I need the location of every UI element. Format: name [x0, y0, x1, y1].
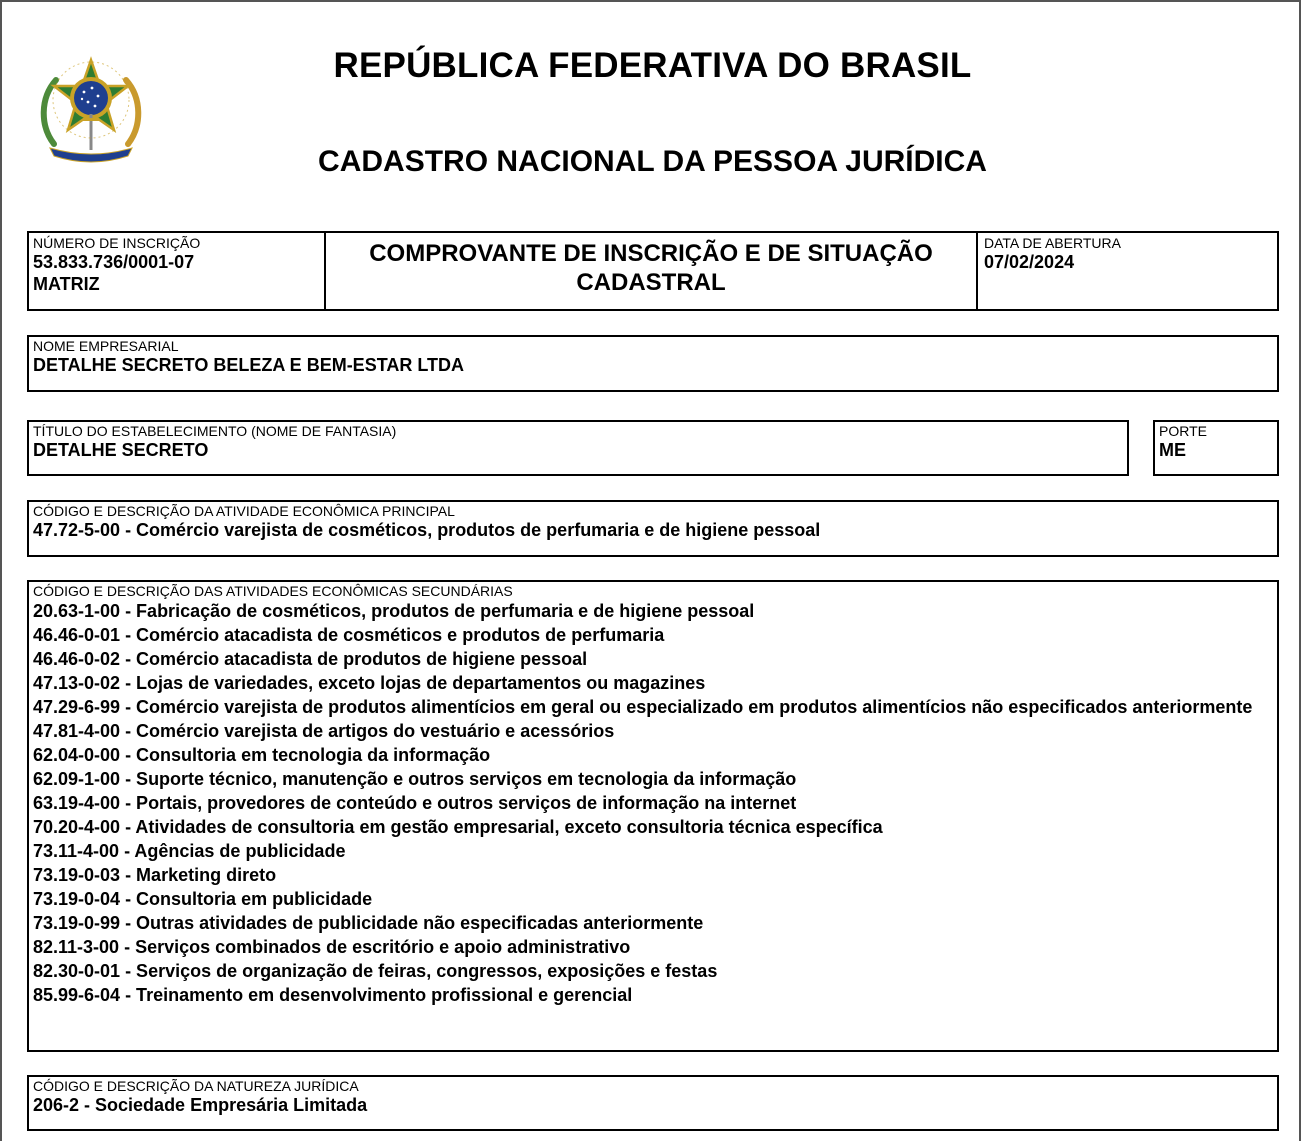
main-activity-value: 47.72-5-00 - Comércio varejista de cosméticos, produtos de perfumaria e de higiene pessoal	[33, 520, 821, 540]
list-item: 73.19-0-03 - Marketing direto	[33, 865, 277, 885]
establishment-type-value: MATRIZ	[33, 274, 100, 294]
legal-nature-label: CÓDIGO E DESCRIÇÃO DA NATUREZA JURÍDICA	[33, 1078, 359, 1094]
document-title-cell	[324, 233, 978, 309]
list-item: 47.29-6-99 - Comércio varejista de produtos alimentícios em geral ou especializado em produtos alimentícios não especificados anteriormente	[33, 697, 1253, 717]
company-name-value: DETALHE SECRETO BELEZA E BEM-ESTAR LTDA	[33, 355, 465, 375]
company-size-label: PORTE	[1159, 423, 1207, 439]
main-activity-box	[27, 500, 1279, 557]
list-item: 20.63-1-00 - Fabricação de cosméticos, produtos de perfumaria e de higiene pessoal	[33, 601, 755, 621]
list-item: 47.13-0-02 - Lojas de variedades, exceto lojas de departamentos ou magazines	[33, 673, 706, 693]
country-title: REPÚBLICA FEDERATIVA DO BRASIL	[333, 46, 972, 85]
trade-name-value: DETALHE SECRETO	[33, 440, 209, 460]
list-item: 85.99-6-04 - Treinamento em desenvolvimento profissional e gerencial	[33, 985, 633, 1005]
list-item: 73.19-0-04 - Consultoria em publicidade	[33, 889, 373, 909]
secondary-activities-label: CÓDIGO E DESCRIÇÃO DAS ATIVIDADES ECONÔMICAS SECUNDÁRIAS	[33, 583, 513, 599]
legal-nature-value: 206-2 - Sociedade Empresária Limitada	[33, 1095, 368, 1115]
list-item: 73.19-0-99 - Outras atividades de publicidade não especificadas anteriormente	[33, 913, 704, 933]
list-item: 70.20-4-00 - Atividades de consultoria em gestão empresarial, exceto consultoria técnica específica	[33, 817, 883, 837]
list-item: 82.30-0-01 - Serviços de organização de feiras, congressos, exposições e festas	[33, 961, 718, 981]
trade-name-label: TÍTULO DO ESTABELECIMENTO (NOME DE FANTASIA)	[33, 423, 397, 439]
list-item: 46.46-0-01 - Comércio atacadista de cosméticos e produtos de perfumaria	[33, 625, 665, 645]
opening-date-cell	[980, 233, 1277, 309]
inscription-number-cell	[29, 233, 326, 309]
document-title-line1: COMPROVANTE DE INSCRIÇÃO E DE SITUAÇÃO	[369, 240, 933, 267]
inscription-number-label: NÚMERO DE INSCRIÇÃO	[33, 235, 201, 251]
opening-date-value: 07/02/2024	[984, 252, 1075, 272]
list-item: 82.11-3-00 - Serviços combinados de escritório e apoio administrativo	[33, 937, 631, 957]
company-size-box	[1153, 420, 1279, 476]
inscription-header-box	[27, 231, 1279, 311]
list-item: 47.81-4-00 - Comércio varejista de artigos do vestuário e acessórios	[33, 721, 615, 741]
list-item: 63.19-4-00 - Portais, provedores de conteúdo e outros serviços de informação na internet	[33, 793, 797, 813]
legal-nature-box	[27, 1075, 1279, 1131]
company-name-box	[27, 335, 1279, 392]
list-item: 62.09-1-00 - Suporte técnico, manutenção e outros serviços em tecnologia da informação	[33, 769, 797, 789]
cnpj-value: 53.833.736/0001-07	[33, 252, 195, 272]
trade-name-box	[27, 420, 1129, 476]
secondary-activities-box	[27, 580, 1279, 1052]
main-activity-label: CÓDIGO E DESCRIÇÃO DA ATIVIDADE ECONÔMICA PRINCIPAL	[33, 503, 455, 519]
company-size-value: ME	[1159, 440, 1186, 460]
list-item: 73.11-4-00 - Agências de publicidade	[33, 841, 346, 861]
document-title-line2: CADASTRAL	[576, 269, 726, 296]
registry-title: CADASTRO NACIONAL DA PESSOA JURÍDICA	[318, 145, 987, 178]
list-item: 46.46-0-02 - Comércio atacadista de produtos de higiene pessoal	[33, 649, 588, 669]
company-name-label: NOME EMPRESARIAL	[33, 338, 179, 354]
opening-date-label: DATA DE ABERTURA	[984, 235, 1121, 251]
list-item: 62.04-0-00 - Consultoria em tecnologia da informação	[33, 745, 491, 765]
